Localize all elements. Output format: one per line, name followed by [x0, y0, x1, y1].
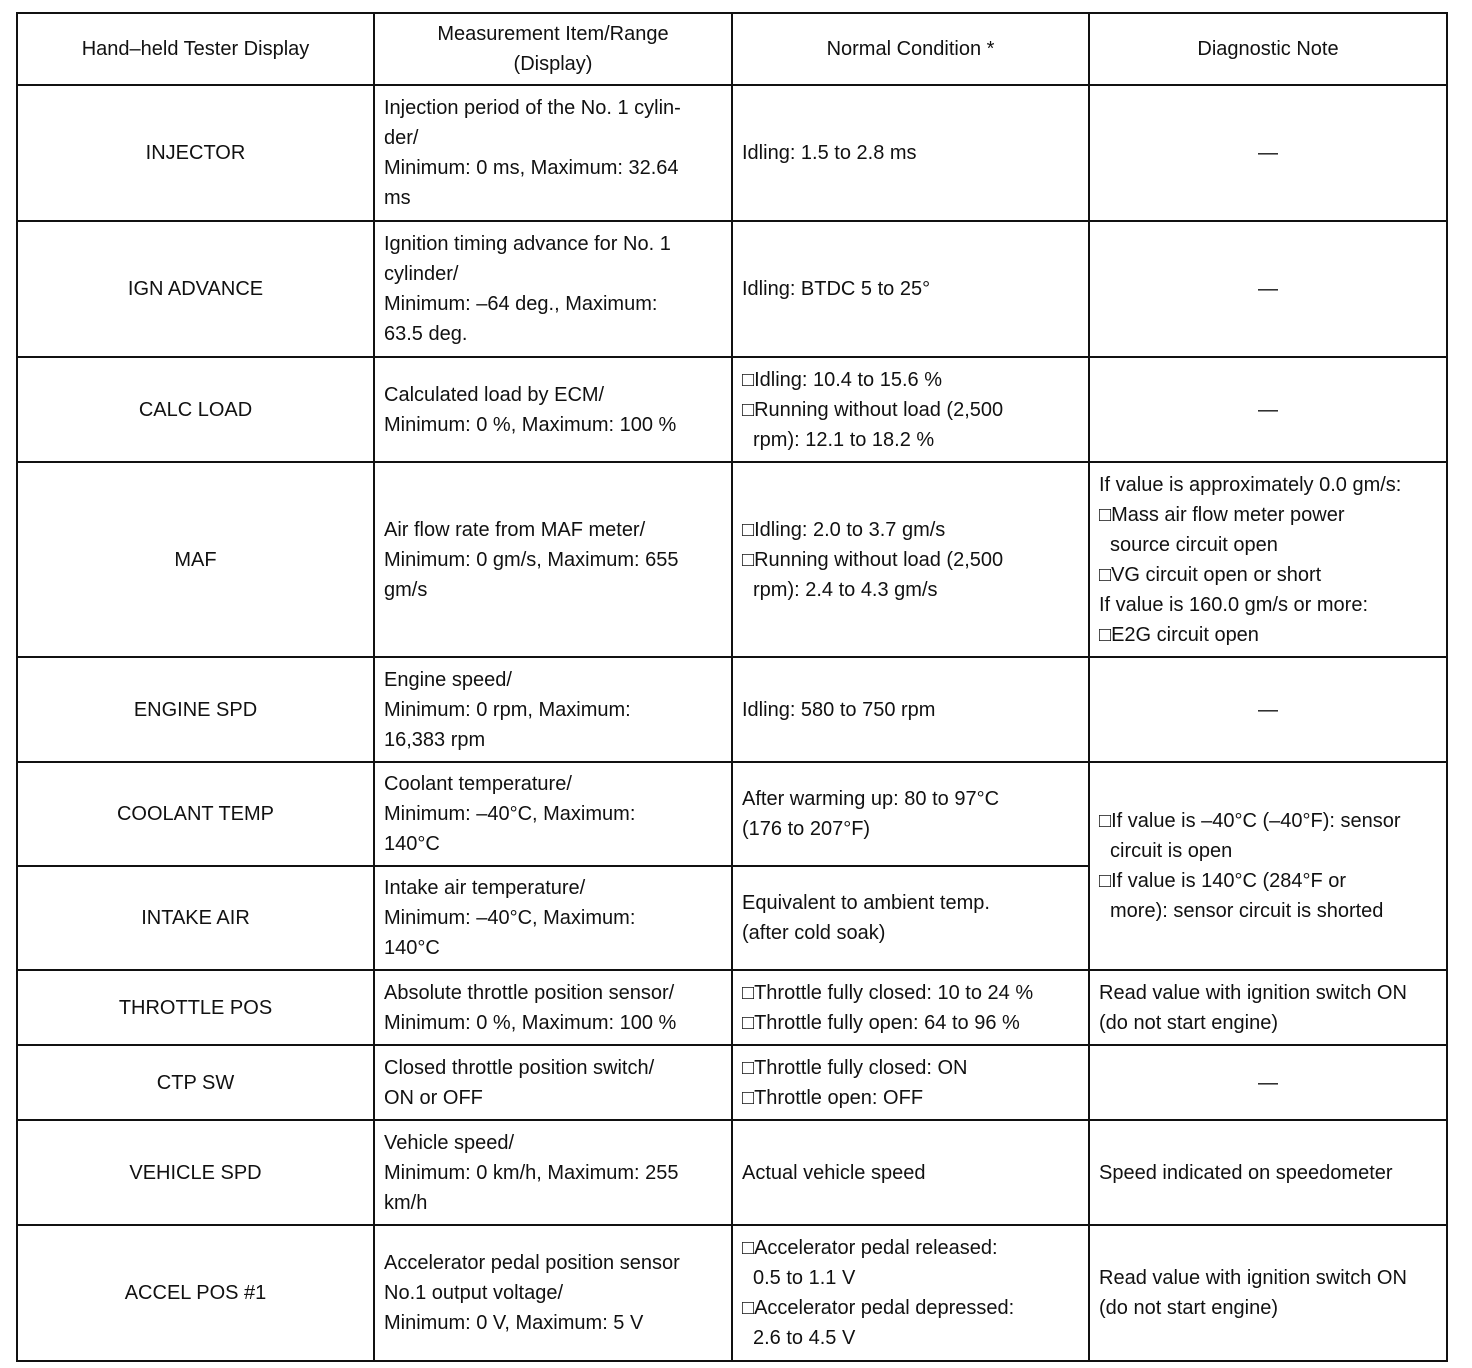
normal-line: rpm): 2.4 to 4.3 gm/s — [753, 578, 938, 601]
diagnostic-note-cell — [1089, 462, 1447, 657]
measurement-line: Engine speed/ — [384, 668, 512, 691]
normal-line: Equivalent to ambient temp. — [742, 892, 990, 914]
normal-line: □Running without load (2,500 — [742, 398, 1004, 421]
measurement-line: 63.5 deg. — [384, 323, 468, 345]
table-row — [17, 657, 1447, 762]
measurement-line: gm/s — [384, 578, 428, 601]
normal-line: □Running without load (2,500 — [742, 548, 1004, 571]
table-row — [17, 462, 1447, 657]
note-line: □Mass air flow meter power — [1099, 503, 1345, 526]
header-display: Hand–held Tester Display — [17, 13, 374, 85]
normal-line: rpm): 12.1 to 18.2 % — [753, 428, 935, 451]
table-row — [17, 970, 1447, 1045]
normal-line: Idling: 1.5 to 2.8 ms — [742, 142, 917, 164]
table-row — [17, 357, 1447, 462]
diagnostic-note-cell: — — [1089, 85, 1447, 221]
measurement-line: Minimum: 0 gm/s, Maximum: 655 — [384, 548, 679, 571]
measurement-line: Minimum: –40°C, Maximum: — [384, 907, 636, 929]
measurement-line: Minimum: 0 ms, Maximum: 32.64 — [384, 157, 679, 179]
note-line: □E2G circuit open — [1099, 623, 1259, 646]
note-line: more): sensor circuit is shorted — [1110, 900, 1384, 922]
measurement-line: km/h — [384, 1191, 428, 1214]
measurement-line: Minimum: 0 %, Maximum: 100 % — [384, 1011, 677, 1034]
header-row — [17, 13, 1447, 85]
normal-condition-cell — [732, 1225, 1089, 1361]
normal-line: 2.6 to 4.5 V — [753, 1327, 856, 1349]
normal-line: □Accelerator pedal depressed: — [742, 1297, 1015, 1319]
measurement-line: 16,383 rpm — [384, 728, 486, 751]
tester-display-cell: ACCEL POS #1 — [17, 1225, 374, 1361]
measurement-cell — [374, 657, 732, 762]
normal-line: Idling: BTDC 5 to 25° — [742, 278, 931, 300]
diagnostic-note-cell — [1089, 1120, 1447, 1225]
header-measurement-line: (Display) — [513, 53, 593, 75]
normal-line: Idling: 580 to 750 rpm — [742, 698, 936, 721]
normal-line: □Throttle fully open: 64 to 96 % — [742, 1011, 1020, 1034]
normal-line: □Throttle fully closed: ON — [742, 1056, 968, 1079]
measurement-line: Coolant temperature/ — [384, 773, 572, 795]
tester-display-cell: THROTTLE POS — [17, 970, 374, 1045]
note-line: (do not start engine) — [1099, 1011, 1278, 1034]
normal-condition-cell — [732, 462, 1089, 657]
normal-condition-cell — [732, 657, 1089, 762]
header-measurement — [374, 13, 732, 85]
tester-display-cell: COOLANT TEMP — [17, 762, 374, 866]
measurement-line: Calculated load by ECM/ — [384, 383, 605, 406]
measurement-cell — [374, 762, 732, 866]
measurement-cell — [374, 1225, 732, 1361]
normal-condition-cell — [732, 970, 1089, 1045]
diagnostic-note-cell: — — [1089, 657, 1447, 762]
measurement-line: Air flow rate from MAF meter/ — [384, 518, 646, 541]
measurement-cell — [374, 866, 732, 970]
normal-condition-cell — [732, 866, 1089, 970]
note-line: □If value is –40°C (–40°F): sensor — [1099, 810, 1401, 832]
measurement-line: Absolute throttle position sensor/ — [384, 981, 675, 1004]
diagnostic-note-cell — [1089, 1225, 1447, 1361]
measurement-line: Minimum: 0 km/h, Maximum: 255 — [384, 1161, 679, 1184]
note-line: (do not start engine) — [1099, 1297, 1278, 1319]
measurement-line: Minimum: –64 deg., Maximum: — [384, 293, 658, 315]
tester-display-cell: MAF — [17, 462, 374, 657]
measurement-cell — [374, 462, 732, 657]
measurement-line: 140°C — [384, 833, 440, 855]
diagnostic-note-cell-temperature — [1089, 762, 1447, 970]
normal-line: 0.5 to 1.1 V — [753, 1267, 856, 1289]
note-line: Read value with ignition switch ON — [1099, 981, 1407, 1004]
normal-condition-cell — [732, 762, 1089, 866]
data-list-document — [16, 12, 1446, 1362]
measurement-line: cylinder/ — [384, 263, 459, 285]
measurement-cell — [374, 1045, 732, 1120]
measurement-cell — [374, 85, 732, 221]
measurement-line: Minimum: 0 rpm, Maximum: — [384, 698, 631, 721]
note-line: If value is approximately 0.0 gm/s: — [1099, 473, 1402, 496]
table-row — [17, 1120, 1447, 1225]
table-row — [17, 1045, 1447, 1120]
measurement-line: ON or OFF — [384, 1086, 483, 1109]
normal-line: Actual vehicle speed — [742, 1161, 926, 1184]
measurement-line: ms — [384, 187, 411, 209]
note-line: □If value is 140°C (284°F or — [1099, 870, 1347, 892]
measurement-line: Minimum: 0 %, Maximum: 100 % — [384, 413, 677, 436]
measurement-line: 140°C — [384, 937, 440, 959]
tester-display-cell: CALC LOAD — [17, 357, 374, 462]
diagnostic-note-cell: — — [1089, 1045, 1447, 1120]
tester-display-cell: INJECTOR — [17, 85, 374, 221]
table-row — [17, 762, 1447, 866]
normal-line: □Throttle fully closed: 10 to 24 % — [742, 981, 1034, 1004]
measurement-line: Ignition timing advance for No. 1 — [384, 233, 671, 255]
table-row — [17, 85, 1447, 221]
tester-display-cell: ENGINE SPD — [17, 657, 374, 762]
measurement-cell — [374, 970, 732, 1045]
normal-condition-cell — [732, 85, 1089, 221]
measurement-line: Intake air temperature/ — [384, 877, 586, 899]
header-normal-condition: Normal Condition * — [732, 13, 1089, 85]
tester-display-cell: INTAKE AIR — [17, 866, 374, 970]
normal-line: □Idling: 10.4 to 15.6 % — [742, 368, 942, 391]
measurement-cell — [374, 221, 732, 357]
diagnostic-note-cell: — — [1089, 357, 1447, 462]
normal-condition-cell — [732, 357, 1089, 462]
normal-line: □Throttle open: OFF — [742, 1086, 924, 1109]
table-row — [17, 221, 1447, 357]
measurement-line: Minimum: 0 V, Maximum: 5 V — [384, 1312, 644, 1334]
measurement-line: Accelerator pedal position sensor — [384, 1252, 680, 1274]
normal-line: (after cold soak) — [742, 922, 886, 944]
measurement-line: Closed throttle position switch/ — [384, 1056, 655, 1079]
measurement-cell — [374, 357, 732, 462]
diagnostic-note-cell — [1089, 970, 1447, 1045]
note-line: If value is 160.0 gm/s or more: — [1099, 593, 1369, 616]
measurement-line: Vehicle speed/ — [384, 1131, 515, 1154]
table-row — [17, 1225, 1447, 1361]
tester-display-cell: VEHICLE SPD — [17, 1120, 374, 1225]
tester-display-cell: IGN ADVANCE — [17, 221, 374, 357]
normal-condition-cell — [732, 1120, 1089, 1225]
normal-line: □Accelerator pedal released: — [742, 1237, 998, 1259]
note-line: source circuit open — [1110, 533, 1278, 556]
tester-display-cell: CTP SW — [17, 1045, 374, 1120]
measurement-cell — [374, 1120, 732, 1225]
normal-line: (176 to 207°F) — [742, 818, 871, 840]
normal-condition-cell — [732, 1045, 1089, 1120]
header-measurement-line: Measurement Item/Range — [437, 23, 669, 45]
diagnostic-note-cell: — — [1089, 221, 1447, 357]
header-diagnostic-note: Diagnostic Note — [1089, 13, 1447, 85]
note-line: Read value with ignition switch ON — [1099, 1267, 1407, 1289]
measurement-line: der/ — [384, 127, 419, 149]
data-list-table — [16, 12, 1448, 1362]
measurement-line: Injection period of the No. 1 cylin- — [384, 97, 681, 119]
normal-condition-cell — [732, 221, 1089, 357]
note-line: Speed indicated on speedometer — [1099, 1161, 1393, 1184]
measurement-line: Minimum: –40°C, Maximum: — [384, 803, 636, 825]
normal-line: □Idling: 2.0 to 3.7 gm/s — [742, 518, 946, 541]
note-line: circuit is open — [1110, 840, 1233, 862]
normal-line: After warming up: 80 to 97°C — [742, 788, 1000, 810]
measurement-line: No.1 output voltage/ — [384, 1282, 564, 1304]
note-line: □VG circuit open or short — [1099, 563, 1322, 586]
